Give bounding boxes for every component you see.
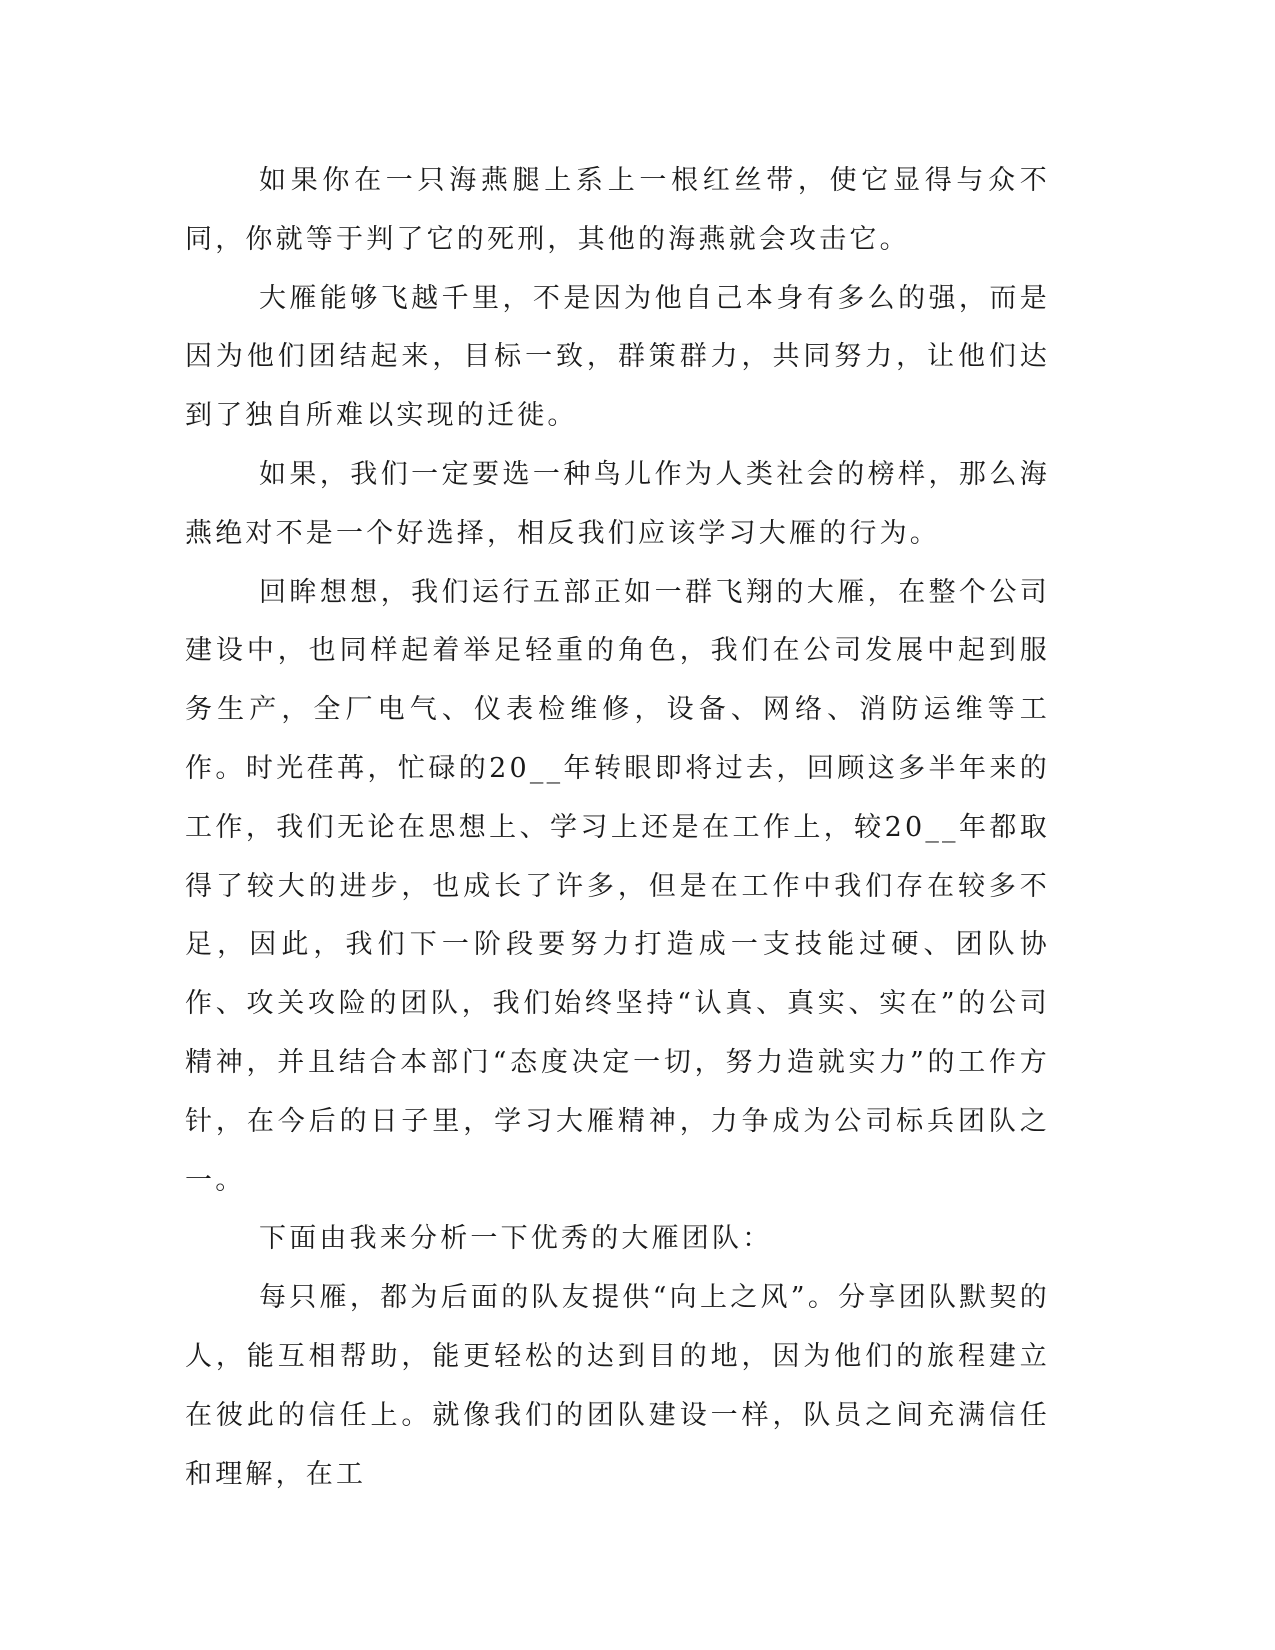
paragraph-geese-unity: 大雁能够飞越千里，不是因为他自己本身有多么的强，而是因为他们团结起来，目标一致，群策群力，共同努力，让他们达到了独自所难以实现的迁徙。 (185, 282, 1050, 432)
paragraph-role-model: 如果，我们一定要选一种鸟儿作为人类社会的榜样，那么海燕绝对不是一个好选择，相反我们应该学习大雁的行为。 (185, 458, 1050, 549)
paragraph-analysis-intro: 下面由我来分析一下优秀的大雁团队： (259, 1223, 773, 1255)
paragraph-seagull-ribbon: 如果你在一只海燕腿上系上一根红丝带，使它显得与众不同，你就等于判了它的死刑，其他的海燕就会攻击它。 (185, 165, 1050, 255)
document-body (185, 152, 1050, 1504)
paragraph-department-review: 回眸想想，我们运行五部正如一群飞翔的大雁，在整个公司建设中，也同样起着举足轻重的角色，我们在公司发展中起到服务生产，全厂电气、仪表检维修，设备、网络、消防运维等工作。时光荏苒，忙碌的20__年转眼即将过去，回顾这多半年来的工作，我们无论在思想上、学习上还是在工作上，较20__年都取得了较大的进步，也成长了许多，但是在工作中我们存在较多不足，因此，我们下一阶段要努力打造成一支技能过硬、团队协作、攻关攻险的团队，我们始终坚持“认真、真实、实在”的公司精神，并且结合本部门“态度决定一切，努力造就实力”的工作方针，在今后的日子里，学习大雁精神，力争成为公司标兵团队之一。 (185, 576, 1050, 1196)
paragraph-upward-wind: 每只雁，都为后面的队友提供“向上之风”。分享团队默契的人，能互相帮助，能更轻松的达到目的地，因为他们的旅程建立在彼此的信任上。就像我们的团队建设一样，队员之间充满信任和理解，在工 (185, 1282, 1050, 1490)
